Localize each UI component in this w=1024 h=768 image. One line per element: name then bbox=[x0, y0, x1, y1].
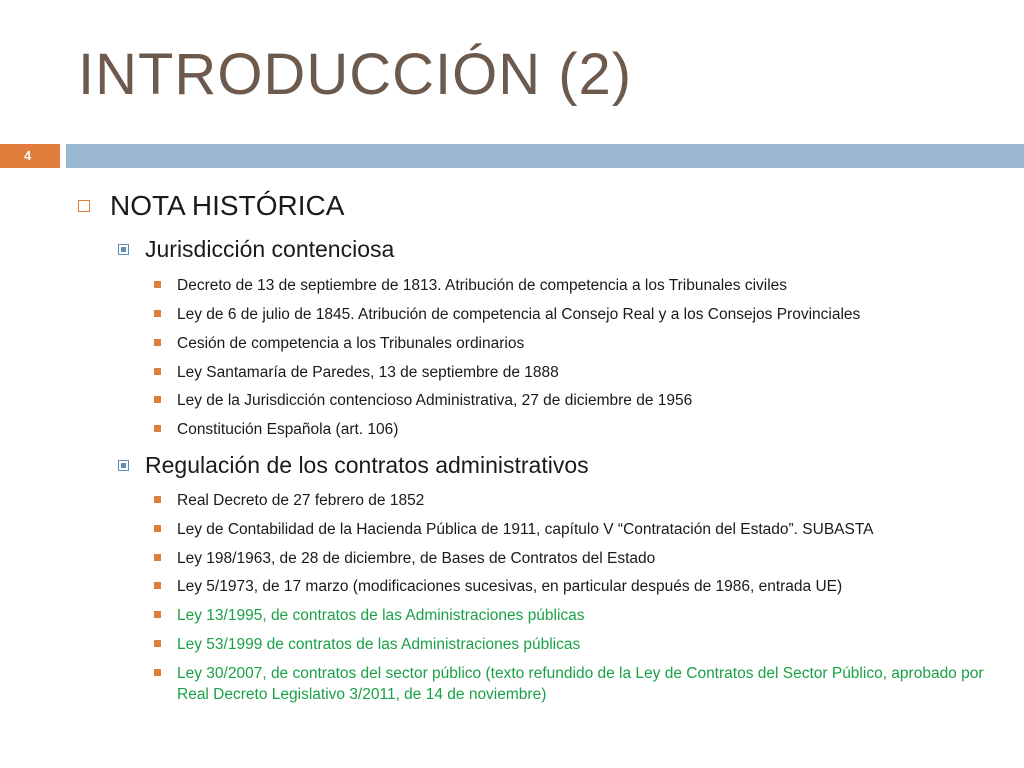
list-item-text: Ley 5/1973, de 17 marzo (modificaciones sucesivas, en particular después de 1986, entrada UE) bbox=[177, 578, 843, 595]
list-item-text: Decreto de 13 de septiembre de 1813. Atribución de competencia a los Tribunales civiles bbox=[177, 277, 788, 294]
filled-square-bullet-icon bbox=[154, 425, 161, 432]
filled-square-bullet-icon bbox=[154, 611, 161, 618]
list-item bbox=[154, 576, 1004, 597]
slide-title: INTRODUCCIÓN (2) bbox=[78, 42, 633, 107]
filled-square-bullet-icon bbox=[154, 310, 161, 317]
group-heading-row bbox=[118, 236, 394, 263]
list-item bbox=[154, 333, 1004, 354]
list-item bbox=[154, 304, 1004, 325]
list-item-text: Ley de 6 de julio de 1845. Atribución de competencia al Consejo Real y a los Consejos Provinciales bbox=[177, 306, 861, 323]
list-item bbox=[154, 548, 1004, 569]
filled-square-bullet-icon bbox=[154, 281, 161, 288]
list-item-highlighted bbox=[154, 605, 1004, 626]
list-item-text: Ley de la Jurisdicción contencioso Administrativa, 27 de diciembre de 1956 bbox=[177, 392, 693, 409]
list-item-text: Ley 53/1999 de contratos de las Administraciones públicas bbox=[177, 636, 581, 653]
group-heading: Regulación de los contratos administrativos bbox=[145, 452, 589, 478]
slide-number: 4 bbox=[0, 144, 60, 168]
list-item-text: Real Decreto de 27 febrero de 1852 bbox=[177, 492, 425, 509]
list-item-text: Ley 198/1963, de 28 de diciembre, de Bases de Contratos del Estado bbox=[177, 550, 656, 567]
filled-square-bullet-icon bbox=[154, 396, 161, 403]
filled-square-bullet-icon bbox=[154, 640, 161, 647]
list-item-text: Constitución Española (art. 106) bbox=[177, 421, 399, 438]
list-item bbox=[154, 362, 1004, 383]
group-heading-row bbox=[118, 452, 589, 479]
list-item-highlighted bbox=[154, 663, 1004, 705]
list-item bbox=[154, 519, 1004, 540]
list-item bbox=[154, 275, 1004, 296]
square-bullet-icon bbox=[118, 244, 129, 255]
header-rule bbox=[66, 144, 1024, 168]
filled-square-bullet-icon bbox=[154, 339, 161, 346]
list-item bbox=[154, 419, 1004, 440]
list-item-text: Cesión de competencia a los Tribunales ordinarios bbox=[177, 335, 525, 352]
section-heading: NOTA HISTÓRICA bbox=[110, 190, 345, 221]
filled-square-bullet-icon bbox=[154, 669, 161, 676]
filled-square-bullet-icon bbox=[154, 368, 161, 375]
list-item-text: Ley 13/1995, de contratos de las Administraciones públicas bbox=[177, 607, 585, 624]
list-item bbox=[154, 490, 1004, 511]
list-item-text: Ley 30/2007, de contratos del sector público (texto refundido de la Ley de Contratos del Sector Público, aprobado por Real Decreto Legislativo 3/2011, de 14 de noviembre) bbox=[177, 665, 984, 703]
section-heading-row bbox=[78, 190, 344, 222]
list-item bbox=[154, 390, 1004, 411]
hollow-square-bullet-icon bbox=[78, 200, 90, 212]
square-bullet-icon bbox=[118, 460, 129, 471]
filled-square-bullet-icon bbox=[154, 554, 161, 561]
list-item-text: Ley Santamaría de Paredes, 13 de septiembre de 1888 bbox=[177, 364, 559, 381]
filled-square-bullet-icon bbox=[154, 496, 161, 503]
filled-square-bullet-icon bbox=[154, 582, 161, 589]
list-item-text: Ley de Contabilidad de la Hacienda Pública de 1911, capítulo V “Contratación del Estado”. SUBASTA bbox=[177, 521, 874, 538]
group-heading: Jurisdicción contenciosa bbox=[145, 236, 395, 262]
filled-square-bullet-icon bbox=[154, 525, 161, 532]
list-item-highlighted bbox=[154, 634, 1004, 655]
